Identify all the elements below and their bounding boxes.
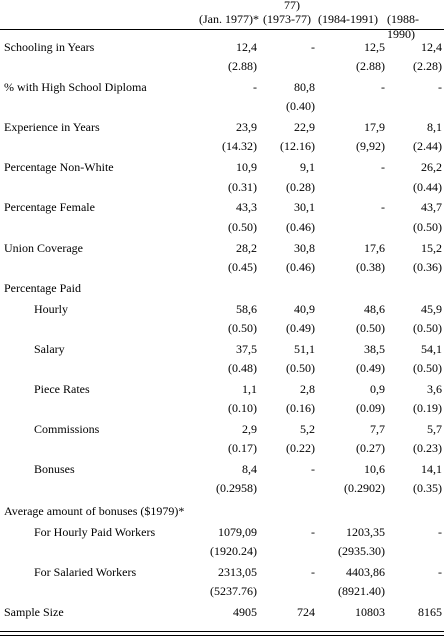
cell-c1: 12,4 xyxy=(236,40,257,54)
cell-c1: 1,1 xyxy=(242,382,257,396)
cell-c4: (0.35) xyxy=(413,481,442,495)
table-row xyxy=(0,302,444,318)
table-row-stderr xyxy=(0,544,444,560)
header-col3: (1984-1991) xyxy=(318,12,378,26)
row-label: Percentage Female xyxy=(4,200,95,214)
cell-c1: (0.45) xyxy=(228,260,257,274)
cell-c4: 45,9 xyxy=(421,302,442,316)
cell-c4: (0.36) xyxy=(413,260,442,274)
cell-c3: (0.09) xyxy=(356,401,385,415)
cell-c2: (12.16) xyxy=(280,139,315,153)
table-row xyxy=(0,422,444,438)
cell-c1: 43,3 xyxy=(236,200,257,214)
cell-c2: - xyxy=(311,40,315,54)
cell-c4: (0.50) xyxy=(413,361,442,375)
cell-c3: (2935.30) xyxy=(338,544,385,558)
table-row xyxy=(0,200,444,216)
cell-c4: - xyxy=(438,525,442,539)
table-row xyxy=(0,462,444,478)
cell-c4: (2.28) xyxy=(413,59,442,73)
row-label: Percentage Paid xyxy=(4,281,81,295)
row-label: % with High School Diploma xyxy=(4,80,147,94)
row-label: Schooling in Years xyxy=(4,40,95,54)
cell-c2: 724 xyxy=(297,605,315,619)
cell-c4: (2.44) xyxy=(413,139,442,153)
cell-c4: 12,4 xyxy=(421,40,442,54)
cell-c2: (0.46) xyxy=(286,220,315,234)
cell-c3: (2.88) xyxy=(356,59,385,73)
cell-c3: 12,5 xyxy=(364,40,385,54)
table-row xyxy=(0,565,444,581)
cell-c4: 3,6 xyxy=(427,382,442,396)
cell-c1: (0.50) xyxy=(228,321,257,335)
cell-c2: 51,1 xyxy=(294,342,315,356)
cell-c4: - xyxy=(438,80,442,94)
cell-c3: 0,9 xyxy=(370,382,385,396)
cell-c1: 23,9 xyxy=(236,120,257,134)
row-label: Salary xyxy=(34,342,65,356)
cell-c1: (0.50) xyxy=(228,220,257,234)
cell-c1: 2313,05 xyxy=(218,565,257,579)
table-row-stderr xyxy=(0,441,444,457)
header-col1: (Jan. 1977)* xyxy=(199,12,259,26)
row-label: Bonuses xyxy=(34,462,75,476)
cell-c4: (0.23) xyxy=(413,441,442,455)
row-label: Hourly xyxy=(34,302,68,316)
row-label: Union Coverage xyxy=(4,241,83,255)
cell-c4: 8,1 xyxy=(427,120,442,134)
cell-c2: 30,8 xyxy=(294,241,315,255)
cell-c3: 4403,86 xyxy=(346,565,385,579)
cell-c4: 43,7 xyxy=(421,200,442,214)
cell-c3: (0.2902) xyxy=(344,481,385,495)
cell-c3: (8921.40) xyxy=(338,584,385,598)
cell-c1: (0.2958) xyxy=(216,481,257,495)
bottom-rule-1 xyxy=(0,631,444,632)
cell-c1: (1920.24) xyxy=(210,544,257,558)
cell-c1: 58,6 xyxy=(236,302,257,316)
cell-c2: (0.50) xyxy=(286,361,315,375)
table-row xyxy=(0,281,444,297)
cell-c3: 10803 xyxy=(355,605,385,619)
cell-c3: (0.50) xyxy=(356,321,385,335)
cell-c2: 22,9 xyxy=(294,120,315,134)
table-row-stderr xyxy=(0,361,444,377)
cell-c1: 28,2 xyxy=(236,241,257,255)
row-label: For Hourly Paid Workers xyxy=(34,525,156,539)
cell-c2: (0.28) xyxy=(286,180,315,194)
cell-c3: (0.49) xyxy=(356,361,385,375)
cell-c1: 2,9 xyxy=(242,422,257,436)
table-row-stderr xyxy=(0,99,444,115)
bottom-rule-2 xyxy=(0,635,444,636)
table-row-stderr xyxy=(0,584,444,600)
header-col2: (1973-77) xyxy=(263,12,311,26)
cell-c3: 7,7 xyxy=(370,422,385,436)
row-label: Sample Size xyxy=(4,605,64,619)
cell-c3: 48,6 xyxy=(364,302,385,316)
cell-c4: 5,7 xyxy=(427,422,442,436)
row-label: Experience in Years xyxy=(4,120,100,134)
cell-c2: (0.40) xyxy=(286,99,315,113)
table-row xyxy=(0,504,444,520)
table-row-stderr xyxy=(0,260,444,276)
cell-c4: 15,2 xyxy=(421,241,442,255)
table-row xyxy=(0,605,444,621)
cell-c4: 14,1 xyxy=(421,462,442,476)
table-row-stderr xyxy=(0,59,444,75)
row-label: Commissions xyxy=(34,422,100,436)
cell-c3: (0.38) xyxy=(356,260,385,274)
cell-c1: - xyxy=(253,80,257,94)
table-row-stderr xyxy=(0,401,444,417)
cell-c1: (14.32) xyxy=(222,139,257,153)
cell-c4: (0.44) xyxy=(413,180,442,194)
cell-c3: 10,6 xyxy=(364,462,385,476)
cell-c3: - xyxy=(381,200,385,214)
cell-c3: 1203,35 xyxy=(346,525,385,539)
cell-c1: (5237.76) xyxy=(210,584,257,598)
table-row xyxy=(0,525,444,541)
cell-c3: - xyxy=(381,80,385,94)
cell-c2: 9,1 xyxy=(300,160,315,174)
cell-c4: - xyxy=(438,565,442,579)
table-row xyxy=(0,241,444,257)
table-row xyxy=(0,80,444,96)
row-label: Percentage Non-White xyxy=(4,160,114,174)
cell-c2: 30,1 xyxy=(294,200,315,214)
cell-c1: (0.10) xyxy=(228,401,257,415)
cell-c3: (0.27) xyxy=(356,441,385,455)
table-row xyxy=(0,382,444,398)
header-top-fragment: 77) xyxy=(284,0,300,12)
cell-c4: (0.50) xyxy=(413,321,442,335)
cell-c1: 37,5 xyxy=(236,342,257,356)
table-row-stderr xyxy=(0,139,444,155)
cell-c2: 80,8 xyxy=(294,80,315,94)
row-label: Average amount of bonuses ($1979)* xyxy=(4,504,185,518)
header-rule xyxy=(0,29,444,30)
cell-c3: (9,92) xyxy=(356,139,385,153)
cell-c4: 8165 xyxy=(418,605,442,619)
table-row-stderr xyxy=(0,220,444,236)
cell-c3: - xyxy=(381,160,385,174)
row-label: For Salaried Workers xyxy=(34,565,137,579)
cell-c1: 4905 xyxy=(233,605,257,619)
cell-c1: (0.17) xyxy=(228,441,257,455)
row-label: Piece Rates xyxy=(34,382,90,396)
table-row-stderr xyxy=(0,180,444,196)
cell-c4: (0.50) xyxy=(413,220,442,234)
cell-c3: 17,6 xyxy=(364,241,385,255)
cell-c3: 38,5 xyxy=(364,342,385,356)
table-row xyxy=(0,40,444,56)
cell-c2: - xyxy=(311,462,315,476)
cell-c1: (0.48) xyxy=(228,361,257,375)
table-row xyxy=(0,120,444,136)
cell-c1: (0.31) xyxy=(228,180,257,194)
cell-c2: (0.49) xyxy=(286,321,315,335)
cell-c2: 2,8 xyxy=(300,382,315,396)
cell-c2: 40,9 xyxy=(294,302,315,316)
cell-c4: 26,2 xyxy=(421,160,442,174)
cell-c2: 5,2 xyxy=(300,422,315,436)
table-row xyxy=(0,160,444,176)
table-row xyxy=(0,342,444,358)
cell-c1: 1079,09 xyxy=(218,525,257,539)
cell-c2: (0.46) xyxy=(286,260,315,274)
table-row-stderr xyxy=(0,321,444,337)
cell-c3: 17,9 xyxy=(364,120,385,134)
cell-c2: (0.16) xyxy=(286,401,315,415)
cell-c2: - xyxy=(311,525,315,539)
cell-c4: (0.19) xyxy=(413,401,442,415)
cell-c1: 8,4 xyxy=(242,462,257,476)
cell-c4: 54,1 xyxy=(421,342,442,356)
cell-c2: (0.22) xyxy=(286,441,315,455)
table-row-stderr xyxy=(0,481,444,497)
cell-c2: - xyxy=(311,565,315,579)
cell-c1: (2.88) xyxy=(228,59,257,73)
cell-c1: 10,9 xyxy=(236,160,257,174)
header-col4: (1988-1990) xyxy=(387,12,419,41)
